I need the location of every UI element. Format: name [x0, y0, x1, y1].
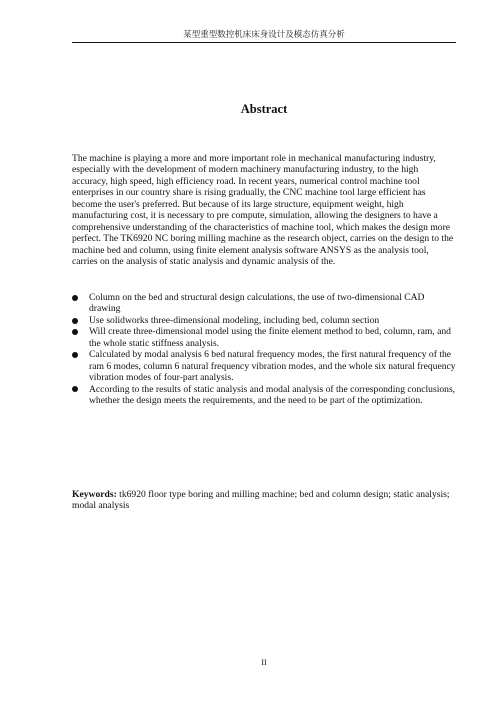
keywords-text: tk6920 floor type boring and milling machine; bed and column design; static analysis; modal analysis — [72, 489, 450, 512]
bullet-icon — [72, 295, 78, 301]
running-header: 某型重型数控机床床身设计及模态仿真分析 — [183, 30, 345, 40]
list-item — [72, 315, 456, 326]
list-item-text: Calculated by modal analysis 6 bed natural frequency modes, the first natural frequency of the ram 6 modes, column 6 natural frequency vibration modes, and the whole six natural frequency vibration modes of four-part analysis. — [89, 349, 456, 384]
list-item-text: Column on the bed and structural design calculations, the use of two-dimensional CAD drawing — [89, 292, 425, 315]
list-item-text: Will create three-dimensional model using the finite element method to bed, column, ram, and the whole static stiffness analysis. — [89, 326, 451, 349]
contribution-list — [72, 292, 456, 407]
keywords-line — [72, 489, 456, 512]
bullet-icon — [72, 329, 78, 335]
list-item-text: Use solidworks three-dimensional modeling, including bed, column section — [89, 314, 380, 326]
abstract-paragraph: The machine is playing a more and more important role in mechanical manufacturing industry, especially with the development of modern machinery manufacturing industry, to the high accuracy, high speed, high efficiency road. In recent years, numerical control machine tool enterprises in our country share is rising gradually, the CNC machine tool large efficient has become the user's preferred. But because of its large structure, equipment weight, high manufacturing cost, it is necessary to pre compute, simulation, allowing the designers to have a comprehensive understanding of the characteristics of machine tool, which makes the design more perfect. The TK6920 NC boring milling machine as the research object, carries on the design to the machine bed and column, using finite element analysis software ANSYS as the analysis tool, carries on the analysis of static analysis and dynamic analysis of the. — [72, 153, 454, 268]
bullet-icon — [72, 352, 78, 358]
bullet-icon — [72, 318, 78, 324]
bullet-icon — [72, 386, 78, 392]
page-number: II — [261, 658, 267, 667]
list-item — [72, 292, 456, 315]
list-item — [72, 384, 456, 407]
abstract-title: Abstract — [240, 102, 288, 116]
list-item-text: According to the results of static analysis and modal analysis of the corresponding conclusions, whether the design meets the requirements, and the need to be part of the optimization. — [89, 383, 456, 407]
keywords-label: Keywords: — [72, 489, 117, 500]
list-item — [72, 349, 456, 383]
header-rule — [72, 42, 456, 43]
list-item — [72, 326, 456, 349]
